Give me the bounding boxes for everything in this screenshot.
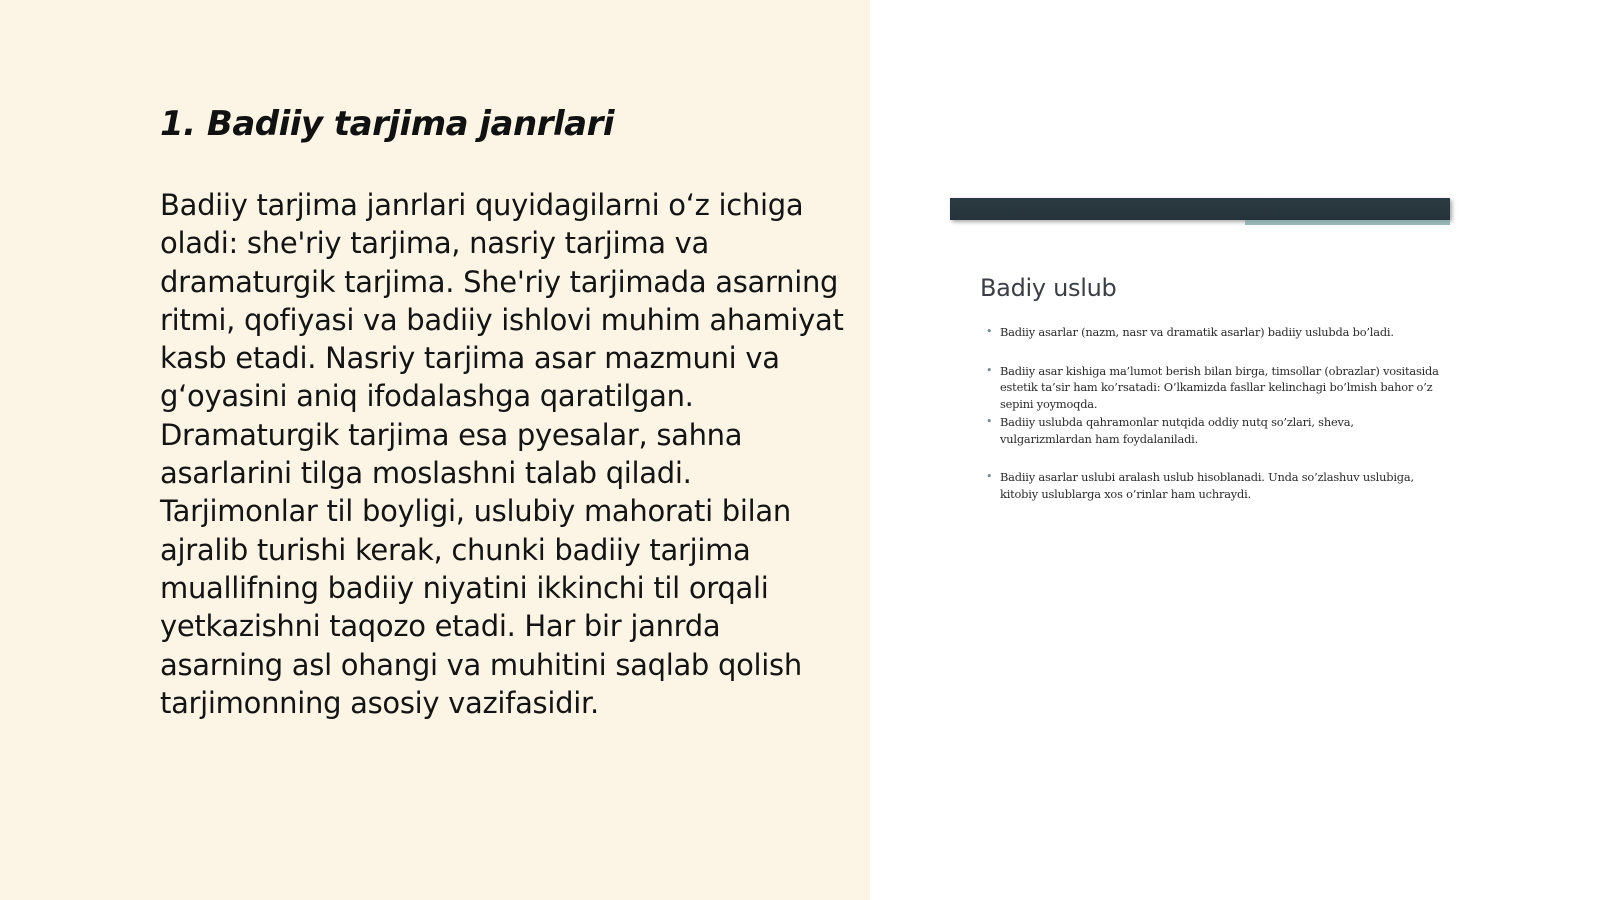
bullet-dot-icon: • (986, 470, 993, 483)
embedded-slide-bullet (980, 469, 1440, 502)
slide-body-text: Badiiy tarjima janrlari quyidagilarni o‘z ichiga oladi: she'riy tarjima, nasriy tarjima va dramaturgik tarjima. She'riy tarjimada asarning ritmi, qofiyasi va badiiy ishlovi muhim ahamiyat kasb etadi. Nasriy tarjima asar mazmuni va g‘oyasini aniq ifodalashga qaratilgan. Dramaturgik tarjima esa pyesalar, sahna asarlarini tilga moslashni talab qiladi. Tarjimonlar til boyligi, uslubiy mahorati bilan ajralib turishi kerak, chunki badiiy tarjima muallifning badiiy niyatini ikkinchi til orqali yetkazishni taqozo etadi. Har bir janrda asarning asl ohangi va muhitini saqlab qolish tarjimonning asosiy vazifasidir. (160, 188, 844, 720)
embedded-slide-image (950, 198, 1450, 538)
embedded-slide-bullet (980, 363, 1440, 413)
embedded-slide-bullet (980, 414, 1440, 447)
embedded-slide-bullet-list (980, 324, 1440, 502)
embedded-slide-bullet (980, 324, 1440, 341)
bullet-dot-icon: • (986, 415, 993, 428)
bullet-text: Badiiy asarlar (nazm, nasr va dramatik asarlar) badiiy uslubda bo’ladi. (1000, 325, 1394, 339)
slide-heading: 1. Badiiy tarjima janrlari (160, 104, 614, 144)
slide-header-accent (1245, 220, 1450, 225)
embedded-slide-title: Badiy uslub (980, 274, 1117, 302)
bullet-text: Badiiy asarlar uslubi aralash uslub hisoblanadi. Unda so’zlashuv uslubiga, kitobiy uslublarga xos o’rinlar ham uchraydi. (1000, 470, 1414, 501)
bullet-text: Badiiy asar kishiga ma’lumot berish bilan birga, timsollar (obrazlar) vositasida estetik ta’sir ham ko’rsatadi: O’lkamizda fasllar kelinchagi bo’lmish bahor o’z sepini yoymoqda. (1000, 363, 1439, 411)
slide-header-bar (950, 198, 1450, 220)
bullet-dot-icon: • (986, 325, 993, 338)
bullet-text: Badiiy uslubda qahramonlar nutqida oddiy nutq so’zlari, sheva, vulgarizmlardan ham foydalaniladi. (1000, 415, 1354, 446)
bullet-dot-icon: • (986, 363, 993, 377)
